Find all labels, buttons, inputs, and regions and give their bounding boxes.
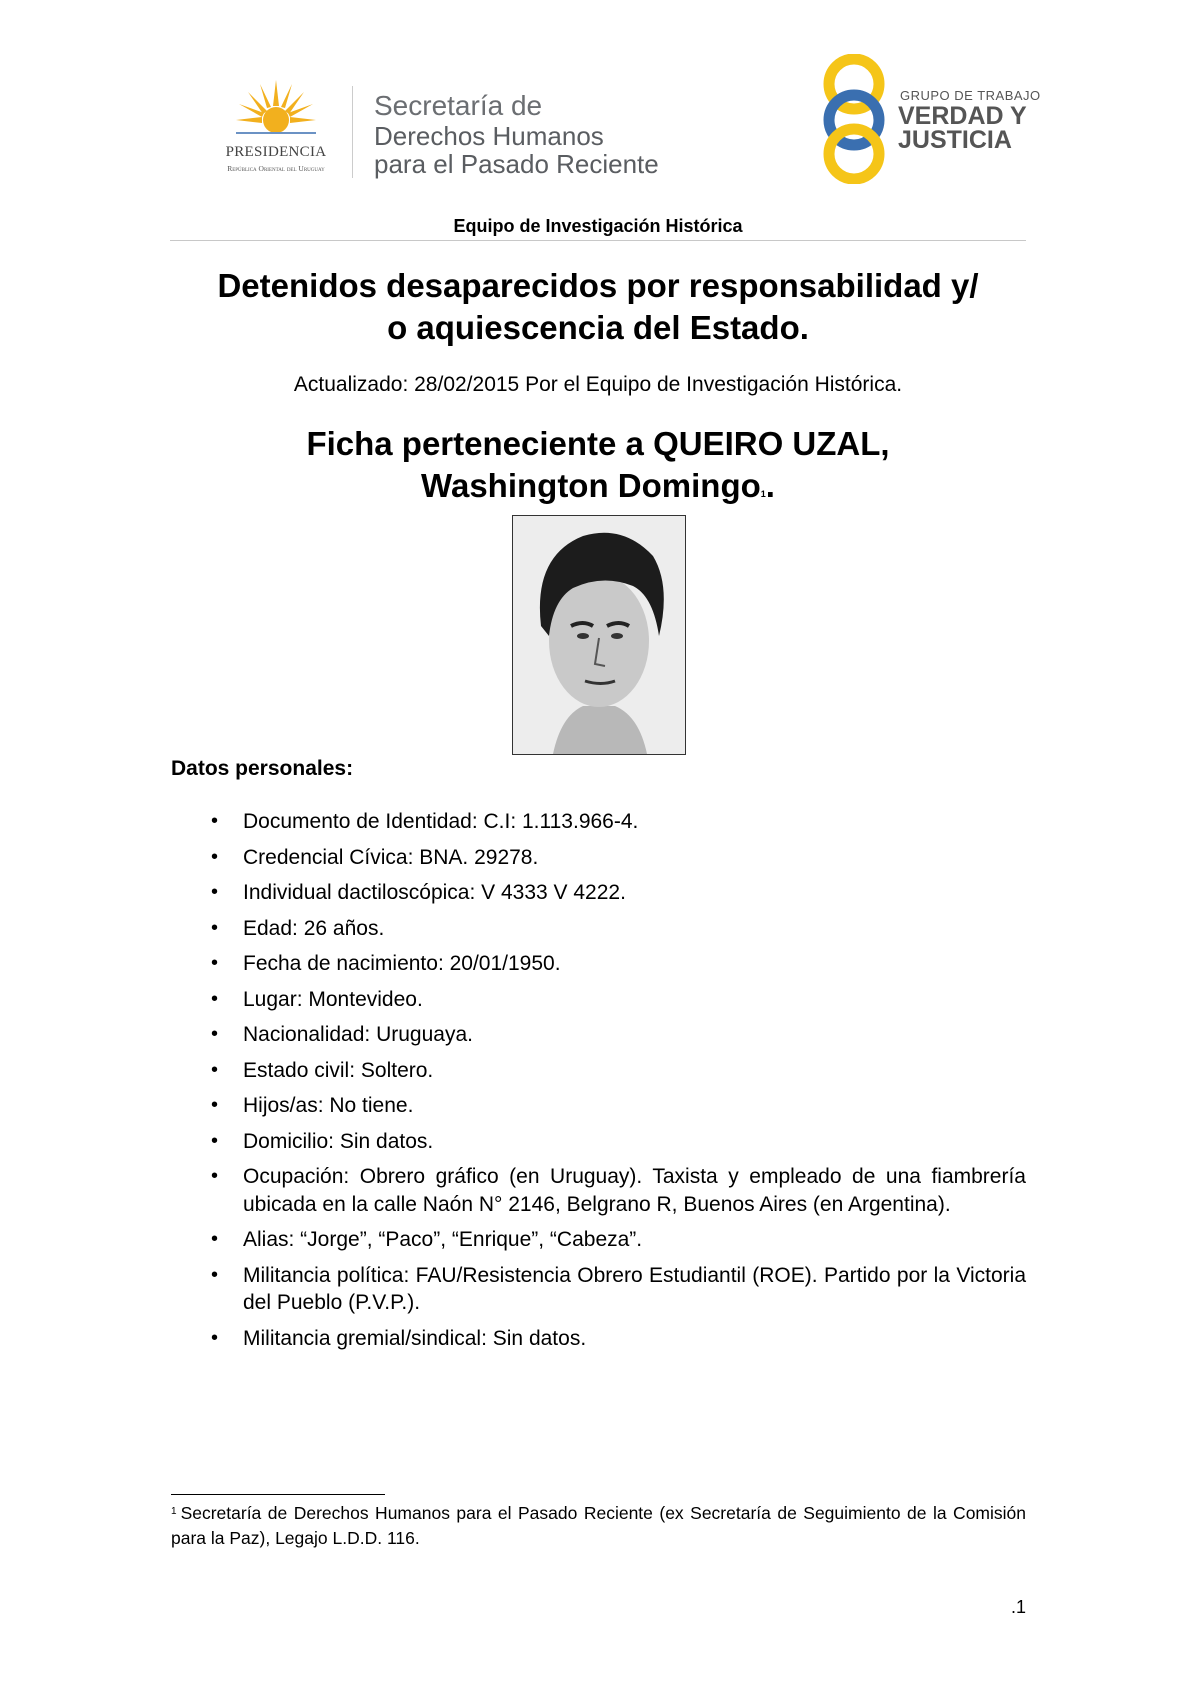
footnote-number: 1 (171, 1506, 177, 1517)
section-heading: Datos personales: (171, 757, 354, 780)
footnote-rule (171, 1494, 385, 1495)
rings-icon (818, 54, 898, 184)
list-item: • Militancia gremial/sindical: Sin datos. (171, 1325, 1026, 1353)
list-item: • Nacionalidad: Uruguaya. (171, 1021, 1026, 1049)
ficha-name: Washington Domingo (421, 467, 761, 504)
list-item: • Estado civil: Soltero. (171, 1057, 1026, 1085)
gvj-small-label: GRUPO DE TRABAJO (900, 88, 1041, 103)
page-number: .1 (1010, 1597, 1026, 1617)
secretaria-logo (374, 90, 659, 178)
updated-line: Actualizado: 28/02/2015 Por el Equipo de Investigación Histórica. (293, 373, 903, 396)
presidencia-name: PRESIDENCIA (225, 144, 327, 160)
sun-of-may-icon (236, 80, 316, 142)
list-item: • Edad: 26 años. (171, 915, 1026, 943)
gvj-line1: VERDAD Y (898, 102, 1027, 130)
secretaria-line3: para el Pasado Reciente (374, 149, 659, 179)
portrait-photo (512, 515, 686, 755)
list-item: • Lugar: Montevideo. (171, 986, 1026, 1014)
gvj-line2: JUSTICIA (898, 126, 1012, 154)
footnote-text: Secretaría de Derechos Humanos para el Pasado Reciente (ex Secretaría de Seguimiento de la Comisión para la Paz), Legajo L.D.D. 116. (171, 1503, 1026, 1548)
main-title (170, 265, 1026, 349)
list-item: • Credencial Cívica: BNA. 29278. (171, 844, 1026, 872)
team-label: Equipo de Investigación Histórica (453, 216, 743, 236)
list-item: • Individual dactiloscópica: V 4333 V 4222. (171, 879, 1026, 907)
list-item: • Domicilio: Sin datos. (171, 1128, 1026, 1156)
header-divider (352, 86, 353, 178)
list-item: • Alias: “Jorge”, “Paco”, “Enrique”, “Cabeza”. (171, 1226, 1026, 1254)
list-item: • Ocupación: Obrero gráfico (en Uruguay). Taxista y empleado de una fiambrería ubicada en la calle Naón N° 2146, Belgrano R, Buenos Aires (en Argentina). (171, 1163, 1026, 1218)
ficha-title (170, 423, 1026, 507)
footnote-ref[interactable]: 1 (760, 489, 766, 499)
ficha-period: . (765, 467, 775, 504)
list-item: • Hijos/as: No tiene. (171, 1092, 1026, 1120)
list-item: • Militancia política: FAU/Resistencia Obrero Estudiantil (ROE). Partido por la Victoria del Pueblo (P.V.P.). (171, 1262, 1026, 1317)
ficha-title-line2 (170, 465, 1026, 507)
footnote (171, 1501, 1026, 1551)
personal-data-list (171, 808, 1026, 1360)
presidencia-logo (196, 80, 356, 180)
main-title-line1: Detenidos desaparecidos por responsabilidad y/ (217, 267, 979, 304)
list-item: • Documento de Identidad: C.I: 1.113.966-4. (171, 808, 1026, 836)
secretaria-line2: Derechos Humanos (374, 121, 604, 151)
main-title-line2: o aquiescencia del Estado. (387, 309, 809, 346)
verdad-justicia-logo (818, 54, 1041, 184)
secretaria-line1: Secretaría de (374, 90, 543, 121)
ficha-title-line1: Ficha perteneciente a QUEIRO UZAL, (306, 425, 890, 462)
list-item: • Fecha de nacimiento: 20/01/1950. (171, 950, 1026, 978)
header-rule (170, 240, 1026, 241)
presidencia-subtitle: República Oriental del Uruguay (227, 164, 325, 173)
